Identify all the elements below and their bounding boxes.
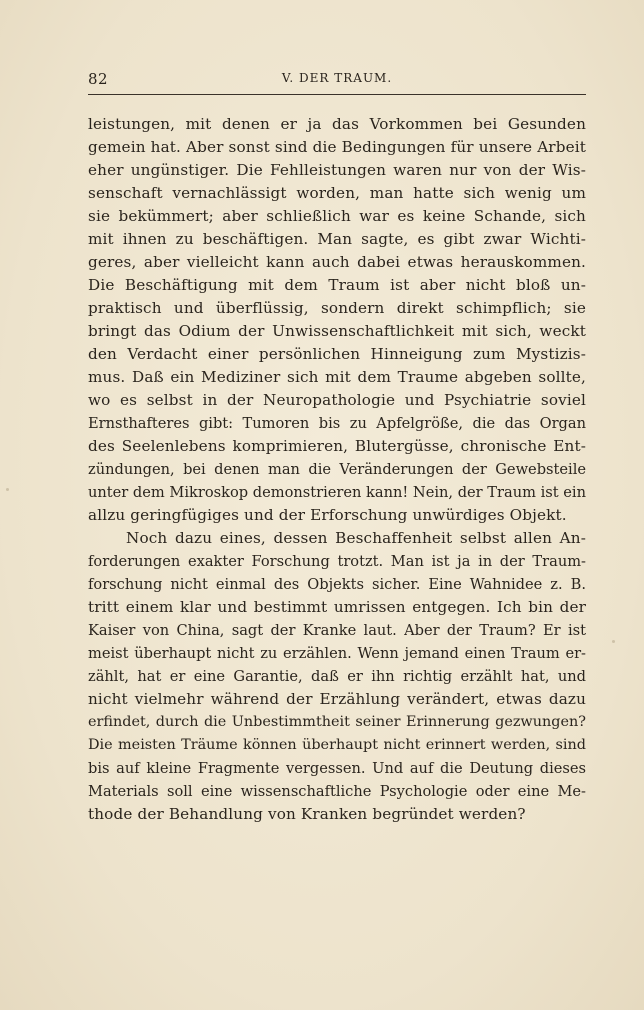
text-line: Materials soll eine wissenschaftliche Psychologie oder eine Me- <box>88 783 586 800</box>
text-line: meist überhaupt nicht zu erzählen. Wenn jemand einen Traum er- <box>88 645 586 662</box>
running-title: V. DER TRAUM. <box>281 71 393 85</box>
text-line: den Verdacht einer persönlichen Hinneigung zum Mystizis- <box>88 345 586 363</box>
text-line: tritt einem klar und bestimmt umrissen entgegen. Ich bin der <box>88 598 586 616</box>
body-text <box>88 113 586 826</box>
page-number: 82 <box>88 70 109 88</box>
text-line: eher ungünstiger. Die Fehlleistungen waren nur von der Wis- <box>88 161 586 179</box>
text-line: unter dem Mikroskop demonstrieren kann! Nein, der Traum ist ein <box>88 484 586 501</box>
text-line: Noch dazu eines, dessen Beschaffenheit selbst allen An- <box>126 529 586 547</box>
text-line: bringt das Odium der Unwissenschaftlichkeit mit sich, weckt <box>88 322 586 340</box>
text-line: wo es selbst in der Neuropathologie und Psychiatrie soviel <box>88 391 586 409</box>
paper-speck <box>612 640 615 643</box>
text-line: praktisch und überflüssig, sondern direkt schimpflich; sie <box>88 299 586 317</box>
text-line: Die Beschäftigung mit dem Traum ist aber nicht bloß un- <box>88 276 586 294</box>
text-line: forderungen exakter Forschung trotzt. Man ist ja in der Traum- <box>88 553 586 570</box>
text-line: Die meisten Träume können überhaupt nicht erinnert werden, sind <box>88 737 586 753</box>
text-line: allzu geringfügiges und der Erforschung unwürdiges Objekt. <box>88 506 567 524</box>
text-line: sie bekümmert; aber schließlich war es keine Schande, sich <box>88 207 586 225</box>
text-line: Ernsthafteres gibt: Tumoren bis zu Apfelgröße, die das Organ <box>88 415 586 432</box>
text-line: thode der Behandlung von Kranken begründet werden? <box>88 805 526 823</box>
page-header <box>88 70 586 92</box>
text-line: des Seelenlebens komprimieren, Blutergüsse, chronische Ent- <box>88 437 586 455</box>
text-line: leistungen, mit denen er ja das Vorkommen bei Gesunden <box>88 115 586 133</box>
text-line: bis auf kleine Fragmente vergessen. Und auf die Deutung dieses <box>88 760 586 777</box>
text-line: mit ihnen zu beschäftigen. Man sagte, es gibt zwar Wichti- <box>88 230 586 248</box>
text-line: zählt, hat er eine Garantie, daß er ihn richtig erzählt hat, und <box>88 668 586 685</box>
text-line: erfindet, durch die Unbestimmtheit seiner Erinnerung gezwungen? <box>88 714 586 730</box>
header-rule <box>88 94 586 95</box>
text-line: Kaiser von China, sagt der Kranke laut. Aber der Traum? Er ist <box>88 622 586 639</box>
text-line: mus. Daß ein Mediziner sich mit dem Traume abgeben sollte, <box>88 368 586 386</box>
text-line: nicht vielmehr während der Erzählung verändert, etwas dazu <box>88 690 586 708</box>
text-line: gemein hat. Aber sonst sind die Bedingungen für unsere Arbeit <box>88 138 586 156</box>
text-line: zündungen, bei denen man die Veränderungen der Gewebsteile <box>88 461 586 478</box>
text-line: senschaft vernachlässigt worden, man hatte sich wenig um <box>88 184 586 202</box>
text-line: forschung nicht einmal des Objekts sicher. Eine Wahnidee z. B. <box>88 576 586 593</box>
text-line: geres, aber vielleicht kann auch dabei etwas herauskommen. <box>88 253 586 271</box>
paper-speck <box>6 488 9 491</box>
